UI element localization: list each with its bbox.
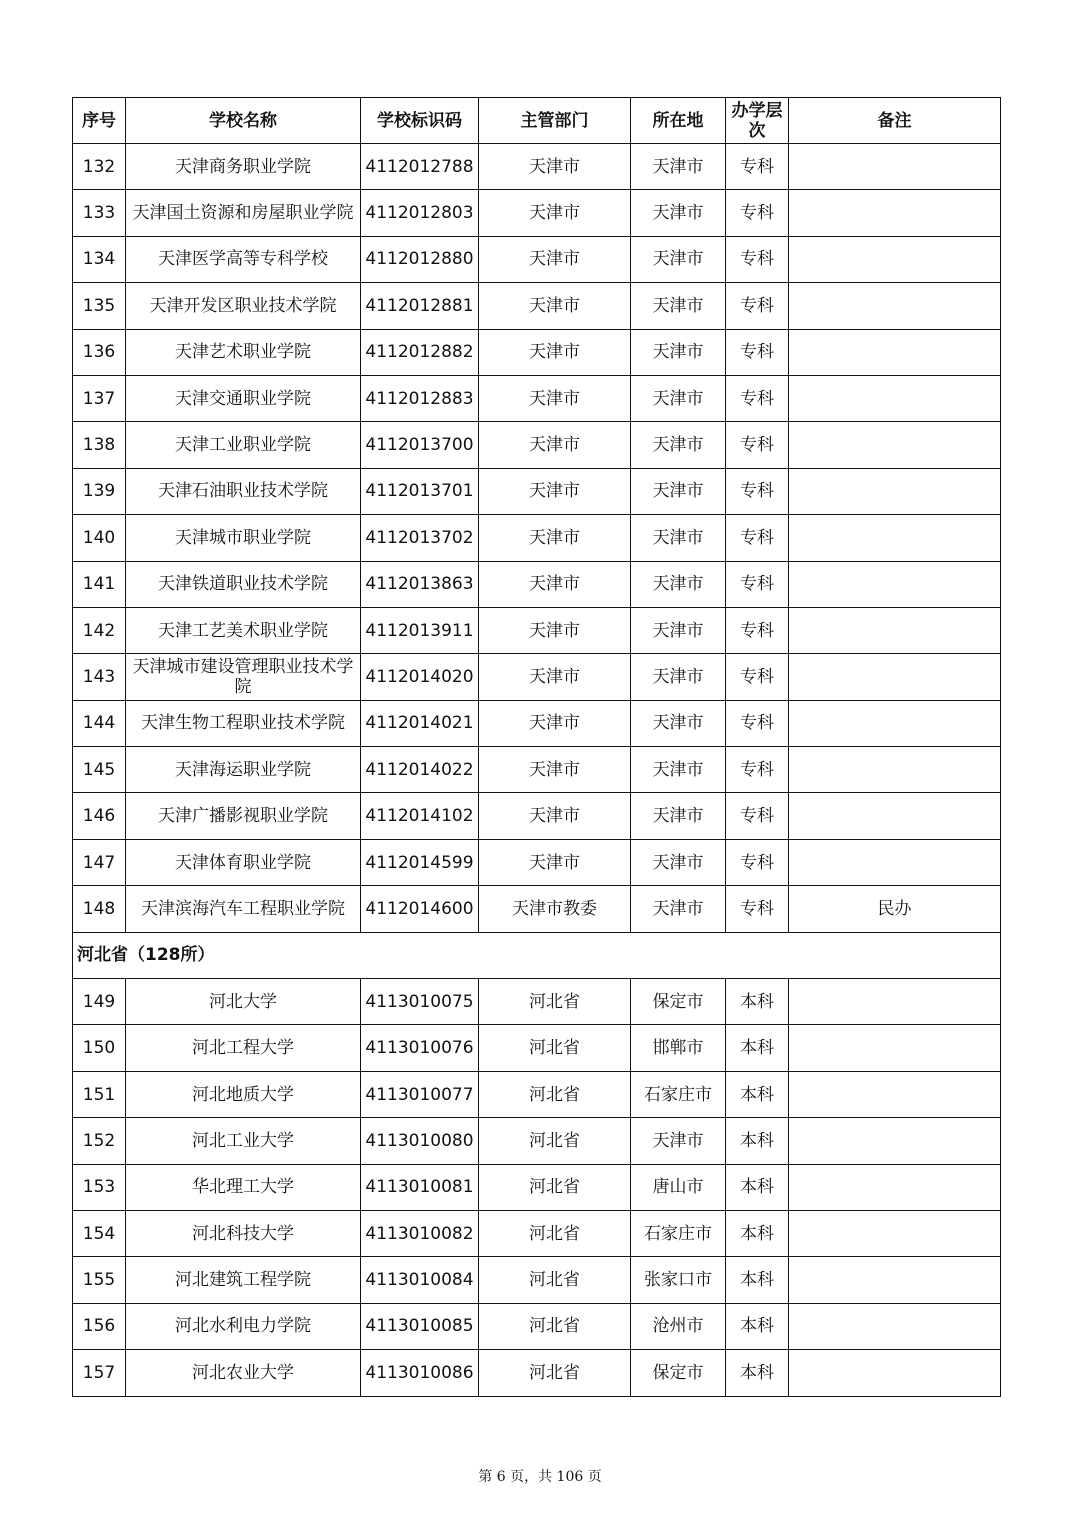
cell-school-code: 4112014022 (361, 747, 479, 793)
cell-school-name: 天津商务职业学院 (126, 144, 361, 190)
cell-index: 149 (73, 979, 126, 1025)
cell-authority: 天津市 (479, 283, 631, 329)
table-row (73, 886, 1001, 932)
cell-authority: 河北省 (479, 1164, 631, 1210)
cell-index: 140 (73, 515, 126, 561)
cell-index: 143 (73, 654, 126, 700)
cell-authority: 天津市 (479, 190, 631, 236)
cell-index: 132 (73, 144, 126, 190)
cell-authority: 天津市 (479, 236, 631, 282)
cell-remarks (789, 793, 1001, 839)
cell-school-name: 华北理工大学 (126, 1164, 361, 1210)
cell-school-code: 4113010085 (361, 1303, 479, 1349)
cell-school-name: 河北农业大学 (126, 1350, 361, 1396)
cell-school-name: 天津海运职业学院 (126, 747, 361, 793)
cell-index: 154 (73, 1210, 126, 1256)
cell-location: 天津市 (631, 886, 726, 932)
cell-level: 本科 (726, 1164, 789, 1210)
cell-index: 136 (73, 329, 126, 375)
section-label: 河北省（128所） (73, 932, 1001, 978)
cell-school-code: 4112013701 (361, 468, 479, 514)
cell-location: 天津市 (631, 236, 726, 282)
cell-index: 150 (73, 1025, 126, 1071)
cell-location: 天津市 (631, 144, 726, 190)
cell-location: 天津市 (631, 561, 726, 607)
cell-location: 天津市 (631, 700, 726, 746)
table-row (73, 190, 1001, 236)
cell-authority: 河北省 (479, 1118, 631, 1164)
cell-school-name: 天津工业职业学院 (126, 422, 361, 468)
cell-level: 本科 (726, 1210, 789, 1256)
cell-authority: 天津市 (479, 747, 631, 793)
cell-remarks (789, 839, 1001, 885)
cell-level: 专科 (726, 190, 789, 236)
cell-school-code: 4112012788 (361, 144, 479, 190)
cell-location: 天津市 (631, 839, 726, 885)
cell-remarks (789, 1257, 1001, 1303)
cell-location: 天津市 (631, 422, 726, 468)
table-row (73, 515, 1001, 561)
cell-remarks (789, 1303, 1001, 1349)
cell-school-name: 天津石油职业技术学院 (126, 468, 361, 514)
cell-location: 天津市 (631, 329, 726, 375)
table-row (73, 468, 1001, 514)
cell-school-code: 4112014600 (361, 886, 479, 932)
cell-school-name: 河北地质大学 (126, 1071, 361, 1117)
cell-authority: 天津市 (479, 422, 631, 468)
table-row (73, 375, 1001, 421)
cell-school-code: 4113010081 (361, 1164, 479, 1210)
cell-school-name: 河北工业大学 (126, 1118, 361, 1164)
cell-index: 137 (73, 375, 126, 421)
cell-remarks (789, 561, 1001, 607)
cell-level: 专科 (726, 886, 789, 932)
cell-authority: 天津市教委 (479, 886, 631, 932)
cell-location: 天津市 (631, 468, 726, 514)
cell-remarks (789, 144, 1001, 190)
cell-authority: 天津市 (479, 793, 631, 839)
cell-school-name: 天津铁道职业技术学院 (126, 561, 361, 607)
cell-school-name: 天津工艺美术职业学院 (126, 607, 361, 653)
cell-level: 专科 (726, 793, 789, 839)
cell-index: 148 (73, 886, 126, 932)
cell-remarks: 民办 (789, 886, 1001, 932)
cell-school-name: 天津生物工程职业技术学院 (126, 700, 361, 746)
cell-level: 专科 (726, 561, 789, 607)
header-remarks: 备注 (789, 98, 1001, 144)
cell-school-code: 4112013911 (361, 607, 479, 653)
cell-level: 专科 (726, 468, 789, 514)
table-row (73, 144, 1001, 190)
cell-authority: 天津市 (479, 144, 631, 190)
table-row (73, 839, 1001, 885)
cell-school-code: 4113010084 (361, 1257, 479, 1303)
cell-index: 142 (73, 607, 126, 653)
cell-location: 石家庄市 (631, 1210, 726, 1256)
cell-school-code: 4112013702 (361, 515, 479, 561)
cell-remarks (789, 747, 1001, 793)
cell-school-code: 4113010080 (361, 1118, 479, 1164)
cell-level: 专科 (726, 236, 789, 282)
cell-school-name: 天津体育职业学院 (126, 839, 361, 885)
cell-level: 本科 (726, 1025, 789, 1071)
cell-location: 天津市 (631, 515, 726, 561)
cell-school-code: 4113010077 (361, 1071, 479, 1117)
cell-location: 天津市 (631, 607, 726, 653)
cell-index: 153 (73, 1164, 126, 1210)
header-location: 所在地 (631, 98, 726, 144)
table-row (73, 654, 1001, 700)
cell-school-name: 河北大学 (126, 979, 361, 1025)
cell-school-code: 4113010075 (361, 979, 479, 1025)
cell-school-code: 4113010086 (361, 1350, 479, 1396)
page-number: 第 6 页，共 106 页 (478, 1469, 602, 1485)
cell-authority: 天津市 (479, 607, 631, 653)
cell-index: 144 (73, 700, 126, 746)
table-row (73, 1210, 1001, 1256)
cell-index: 155 (73, 1257, 126, 1303)
cell-level: 专科 (726, 329, 789, 375)
cell-school-name: 天津开发区职业技术学院 (126, 283, 361, 329)
cell-remarks (789, 1210, 1001, 1256)
cell-level: 专科 (726, 839, 789, 885)
cell-authority: 天津市 (479, 561, 631, 607)
cell-location: 唐山市 (631, 1164, 726, 1210)
cell-location: 天津市 (631, 283, 726, 329)
cell-location: 张家口市 (631, 1257, 726, 1303)
cell-school-code: 4112013863 (361, 561, 479, 607)
cell-authority: 河北省 (479, 1025, 631, 1071)
cell-school-code: 4112014020 (361, 654, 479, 700)
header-school-code: 学校标识码 (361, 98, 479, 144)
cell-index: 139 (73, 468, 126, 514)
table-body (73, 144, 1001, 1397)
cell-level: 本科 (726, 1303, 789, 1349)
cell-index: 152 (73, 1118, 126, 1164)
cell-school-code: 4112014102 (361, 793, 479, 839)
cell-level: 专科 (726, 515, 789, 561)
cell-school-name: 天津城市职业学院 (126, 515, 361, 561)
cell-school-name: 天津医学高等专科学校 (126, 236, 361, 282)
cell-authority: 天津市 (479, 654, 631, 700)
cell-school-name: 天津滨海汽车工程职业学院 (126, 886, 361, 932)
cell-authority: 天津市 (479, 468, 631, 514)
cell-index: 141 (73, 561, 126, 607)
header-school-name: 学校名称 (126, 98, 361, 144)
cell-index: 145 (73, 747, 126, 793)
cell-level: 专科 (726, 375, 789, 421)
cell-index: 133 (73, 190, 126, 236)
cell-remarks (789, 979, 1001, 1025)
cell-authority: 河北省 (479, 979, 631, 1025)
table-row (73, 329, 1001, 375)
table-row (73, 283, 1001, 329)
cell-remarks (789, 422, 1001, 468)
cell-school-code: 4112014021 (361, 700, 479, 746)
table-header-row (73, 98, 1001, 144)
table-row (73, 1164, 1001, 1210)
cell-level: 专科 (726, 747, 789, 793)
cell-level: 本科 (726, 1118, 789, 1164)
cell-remarks (789, 468, 1001, 514)
cell-remarks (789, 329, 1001, 375)
cell-school-code: 4112014599 (361, 839, 479, 885)
cell-authority: 天津市 (479, 839, 631, 885)
cell-school-name: 天津国土资源和房屋职业学院 (126, 190, 361, 236)
cell-remarks (789, 190, 1001, 236)
cell-level: 本科 (726, 1350, 789, 1396)
cell-location: 天津市 (631, 747, 726, 793)
cell-remarks (789, 236, 1001, 282)
cell-location: 天津市 (631, 793, 726, 839)
cell-authority: 天津市 (479, 700, 631, 746)
cell-school-name: 河北科技大学 (126, 1210, 361, 1256)
cell-remarks (789, 654, 1001, 700)
cell-school-code: 4112012803 (361, 190, 479, 236)
cell-remarks (789, 700, 1001, 746)
cell-remarks (789, 607, 1001, 653)
cell-school-code: 4112012881 (361, 283, 479, 329)
table-row (73, 1303, 1001, 1349)
cell-authority: 河北省 (479, 1303, 631, 1349)
table-row (73, 979, 1001, 1025)
cell-index: 138 (73, 422, 126, 468)
cell-remarks (789, 283, 1001, 329)
cell-school-code: 4112012882 (361, 329, 479, 375)
table-row (73, 1257, 1001, 1303)
cell-location: 保定市 (631, 1350, 726, 1396)
cell-level: 本科 (726, 979, 789, 1025)
cell-school-code: 4112013700 (361, 422, 479, 468)
cell-school-name: 河北水利电力学院 (126, 1303, 361, 1349)
cell-level: 专科 (726, 283, 789, 329)
cell-authority: 天津市 (479, 375, 631, 421)
cell-authority: 河北省 (479, 1257, 631, 1303)
cell-location: 天津市 (631, 1118, 726, 1164)
table-row (73, 1118, 1001, 1164)
cell-index: 157 (73, 1350, 126, 1396)
table-row (73, 561, 1001, 607)
cell-remarks (789, 1071, 1001, 1117)
cell-location: 沧州市 (631, 1303, 726, 1349)
table-row (73, 700, 1001, 746)
table-row (73, 607, 1001, 653)
header-index: 序号 (73, 98, 126, 144)
cell-level: 专科 (726, 422, 789, 468)
cell-index: 151 (73, 1071, 126, 1117)
table-row (73, 747, 1001, 793)
cell-location: 天津市 (631, 190, 726, 236)
table-row (73, 422, 1001, 468)
cell-school-name: 河北建筑工程学院 (126, 1257, 361, 1303)
cell-school-code: 4112012883 (361, 375, 479, 421)
section-row (73, 932, 1001, 978)
cell-remarks (789, 1164, 1001, 1210)
cell-school-code: 4113010082 (361, 1210, 479, 1256)
cell-level: 专科 (726, 607, 789, 653)
cell-level: 专科 (726, 654, 789, 700)
cell-remarks (789, 1350, 1001, 1396)
cell-school-name: 天津艺术职业学院 (126, 329, 361, 375)
cell-location: 邯郸市 (631, 1025, 726, 1071)
cell-school-code: 4113010076 (361, 1025, 479, 1071)
cell-authority: 河北省 (479, 1210, 631, 1256)
cell-level: 本科 (726, 1071, 789, 1117)
table-row (73, 793, 1001, 839)
cell-school-code: 4112012880 (361, 236, 479, 282)
cell-level: 本科 (726, 1257, 789, 1303)
cell-index: 156 (73, 1303, 126, 1349)
cell-index: 135 (73, 283, 126, 329)
header-level: 办学层次 (726, 98, 789, 144)
cell-index: 146 (73, 793, 126, 839)
cell-location: 天津市 (631, 375, 726, 421)
cell-authority: 天津市 (479, 329, 631, 375)
cell-school-name: 天津交通职业学院 (126, 375, 361, 421)
header-authority: 主管部门 (479, 98, 631, 144)
cell-remarks (789, 375, 1001, 421)
cell-authority: 河北省 (479, 1071, 631, 1117)
cell-index: 147 (73, 839, 126, 885)
cell-school-name: 天津广播影视职业学院 (126, 793, 361, 839)
cell-school-name: 河北工程大学 (126, 1025, 361, 1071)
table-row (73, 236, 1001, 282)
school-list-table (72, 97, 1001, 1397)
cell-authority: 河北省 (479, 1350, 631, 1396)
cell-remarks (789, 515, 1001, 561)
cell-location: 天津市 (631, 654, 726, 700)
cell-remarks (789, 1118, 1001, 1164)
cell-school-name: 天津城市建设管理职业技术学院 (126, 654, 361, 700)
cell-index: 134 (73, 236, 126, 282)
cell-location: 保定市 (631, 979, 726, 1025)
cell-authority: 天津市 (479, 515, 631, 561)
cell-level: 专科 (726, 144, 789, 190)
cell-remarks (789, 1025, 1001, 1071)
cell-location: 石家庄市 (631, 1071, 726, 1117)
table-row (73, 1071, 1001, 1117)
table-row (73, 1025, 1001, 1071)
table-row (73, 1350, 1001, 1396)
cell-level: 专科 (726, 700, 789, 746)
